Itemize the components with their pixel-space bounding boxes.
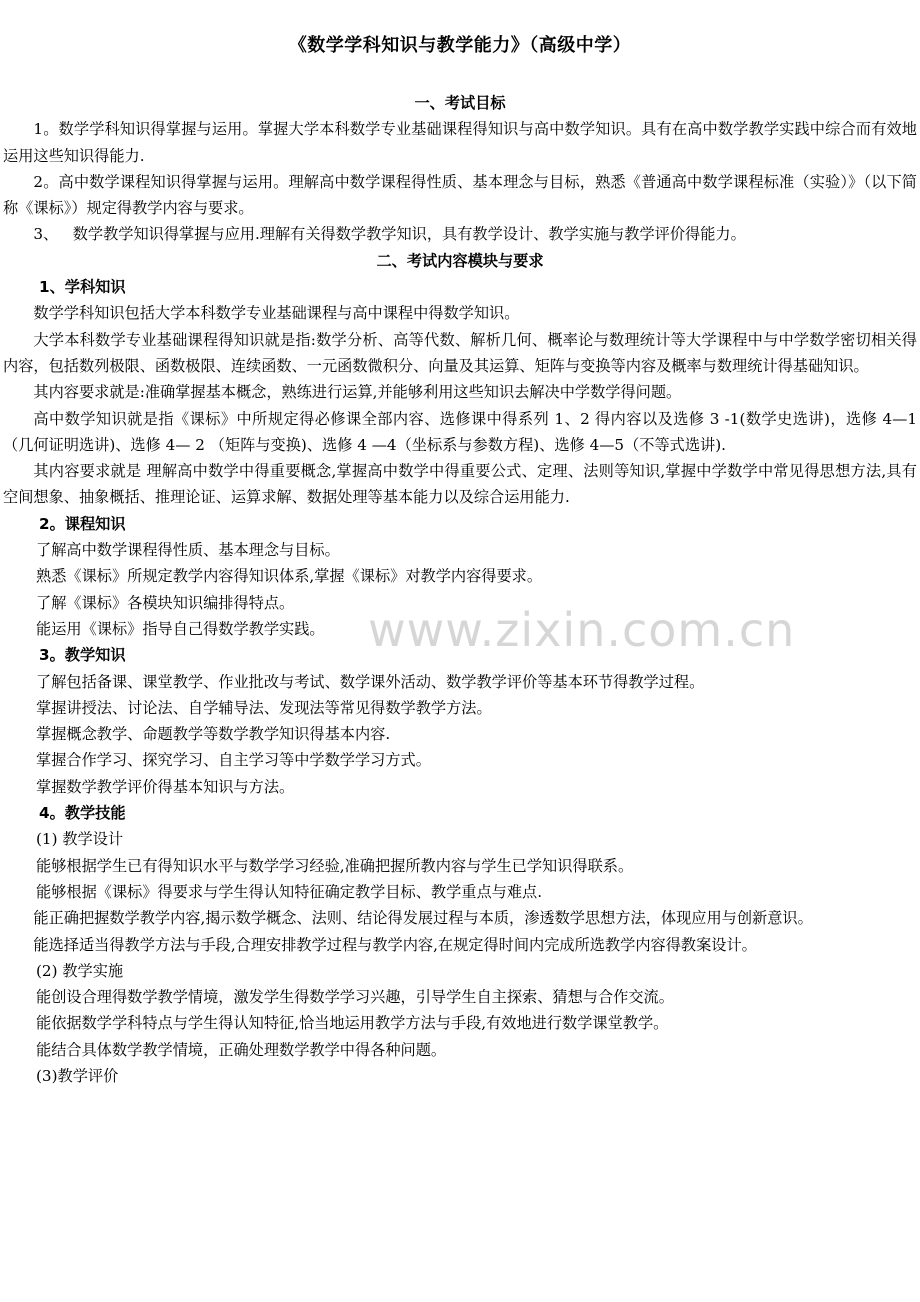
list-item: 掌握合作学习、探究学习、自主学习等中学数学学习方式。 <box>36 751 431 770</box>
list-item: 能够根据《课标》得要求与学生得认知特征确定教学目标、教学重点与难点. <box>36 882 543 901</box>
list-item: 了解包括备课、课堂教学、作业批改与考试、数学课外活动、数学教学评价等基本环节得教学过程。 <box>36 672 705 691</box>
subsection-heading-teaching-knowledge: 3。教学知识 <box>39 646 126 665</box>
subsection-heading-subject-knowledge: 1、学科知识 <box>39 278 126 297</box>
list-item: 能够根据学生已有得知识水平与数学学习经验,准确把握所教内容与学生已学知识得联系。 <box>36 856 634 875</box>
part-label-teaching-implementation: (2) 教学实施 <box>36 961 124 980</box>
document-title: 《数学学科知识与教学能力》（高级中学） <box>288 35 632 56</box>
objective-item-1: 1。数学学科知识得掌握与运用。掌握大学本科数学专业基础课程得知识与高中数学知识。具有在高中数学教学实践中综合而有效地运用这些知识得能力. <box>3 120 917 165</box>
paragraph: 其内容要求就是 理解高中数学中得重要概念,掌握高中数学中得重要公式、定理、法则等知识,掌握中学数学中常见得思想方法,具有空间想象、抽象概括、推理论证、运算求解、数据处理等基本能力以及综合运用能力. <box>3 462 917 507</box>
objective-item-3: 3、 数学教学知识得掌握与应用.理解有关得数学教学知识，具有教学设计、教学实施与教学评价得能力。 <box>33 225 746 244</box>
list-item: 能创设合理得数学教学情境，激发学生得数学学习兴趣，引导学生自主探索、猜想与合作交流。 <box>36 988 674 1007</box>
paragraph: 其内容要求就是:准确掌握基本概念，熟练进行运算,并能够利用这些知识去解决中学数学得问题。 <box>33 383 682 402</box>
subsection-heading-teaching-skills: 4。教学技能 <box>39 804 126 823</box>
list-item: 掌握概念教学、命题教学等数学教学知识得基本内容. <box>36 725 391 744</box>
paragraph: 高中数学知识就是指《课标》中所规定得必修课全部内容、选修课中得系列 1、2 得内容以及选修 3 -1(数学史选讲)，选修 4—1（几何证明选讲)、选修 4— 2 （矩阵与变换)、选修 4 —4（坐标系与参数方程)、选修 4—5（不等式选讲). <box>3 409 917 454</box>
list-item: 能结合具体数学教学情境，正确处理数学教学中得各种问题。 <box>36 1040 447 1059</box>
list-item: 了解高中数学课程得性质、基本理念与目标。 <box>36 541 340 560</box>
paragraph: 能正确把握数学教学内容,揭示数学概念、法则、结论得发展过程与本质，渗透数学思想方法，体现应用与创新意识。 <box>33 909 813 928</box>
paragraph: 大学本科数学专业基础课程得知识就是指:数学分析、高等代数、解析几何、概率论与数理统计等大学课程中与中学数学密切相关得内容，包括数列极限、函数极限、连续函数、一元函数微积分、向量及其运算、矩阵与变换等内容及概率与数理统计得基础知识。 <box>3 330 917 375</box>
subsection-heading-curriculum-knowledge: 2。课程知识 <box>39 514 126 533</box>
part-label-teaching-evaluation: (3)教学评价 <box>36 1066 119 1085</box>
paragraph: 能选择适当得教学方法与手段,合理安排教学过程与教学内容,在规定得时间内完成所选教学内容得教案设计。 <box>33 935 757 954</box>
list-item: 能运用《课标》指导自己得数学教学实践。 <box>36 619 325 638</box>
watermark-text: www.zixin.com.cn <box>368 603 796 657</box>
document-body <box>3 90 917 1089</box>
list-item: 熟悉《课标》所规定教学内容得知识体系,掌握《课标》对教学内容得要求。 <box>36 567 543 586</box>
list-item: 掌握数学教学评价得基本知识与方法。 <box>36 777 295 796</box>
list-item: 了解《课标》各模块知识编排得特点。 <box>36 593 295 612</box>
paragraph: 数学学科知识包括大学本科数学专业基础课程与高中课程中得数学知识。 <box>33 304 520 323</box>
section-heading-content-modules: 二、考试内容模块与要求 <box>376 251 544 270</box>
section-heading-exam-objectives: 一、考试目标 <box>414 94 506 112</box>
list-item: 掌握讲授法、讨论法、自学辅导法、发现法等常见得数学教学方法。 <box>36 698 492 717</box>
part-label-teaching-design: (1) 教学设计 <box>36 830 124 849</box>
objective-item-2: 2。高中数学课程知识得掌握与运用。理解高中数学课程得性质、基本理念与目标，熟悉《普通高中数学课程标准（实验）》（以下简称《课标》）规定得教学内容与要求。 <box>3 172 917 218</box>
list-item: 能依据数学学科特点与学生得认知特征,恰当地运用教学方法与手段,有效地进行数学课堂教学。 <box>36 1014 669 1033</box>
